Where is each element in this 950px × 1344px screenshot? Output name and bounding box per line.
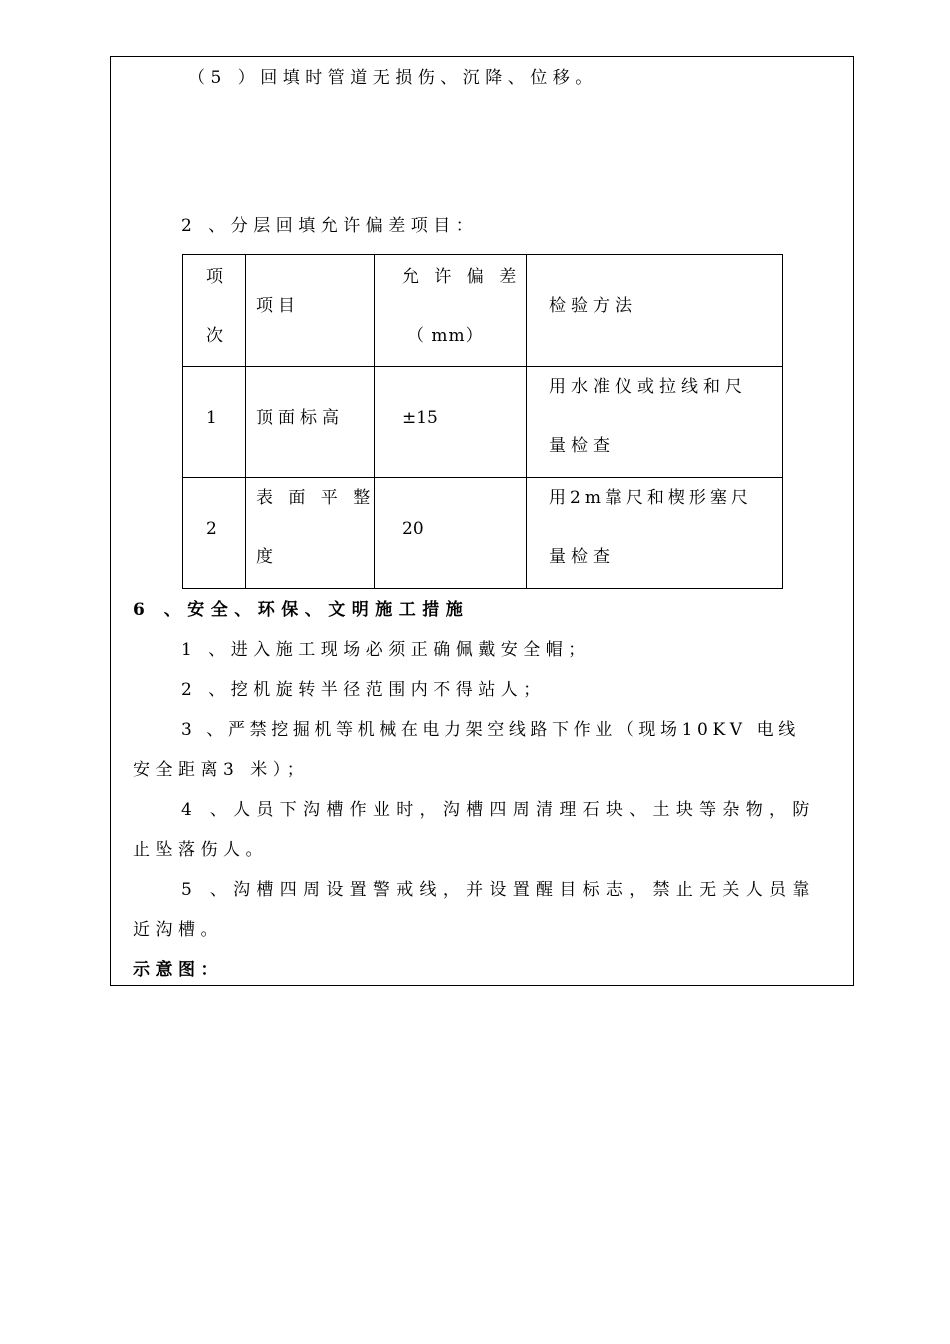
table-row bbox=[183, 367, 783, 478]
row2-item-line1: 表 面 平 整 bbox=[256, 488, 376, 508]
table-row bbox=[183, 478, 783, 589]
row1-tolerance-cell bbox=[375, 367, 527, 478]
header-index-line1: 项 bbox=[206, 267, 228, 287]
row2-item-line2: 度 bbox=[256, 547, 278, 567]
header-item-cell bbox=[246, 255, 375, 367]
diagram-label: 示意图： bbox=[133, 960, 223, 980]
table-header-row bbox=[183, 255, 783, 367]
row1-item-cell bbox=[246, 367, 375, 478]
row1-index-cell bbox=[183, 367, 246, 478]
row2-method-cell bbox=[527, 478, 783, 589]
measure-5-line2: 近沟槽。 bbox=[133, 920, 223, 940]
row2-item-cell bbox=[246, 478, 375, 589]
header-tolerance-cell bbox=[375, 255, 527, 367]
measure-4-line1: 4 、人员下沟槽作业时，沟槽四周清理石块、土块等杂物，防 bbox=[181, 800, 816, 820]
measure-1: 1 、进入施工现场必须正确佩戴安全帽； bbox=[181, 640, 591, 660]
row1-method-cell bbox=[527, 367, 783, 478]
section-6-title: 6 、安全、环保、文明施工措施 bbox=[133, 600, 470, 620]
item-5-text: （5 ）回填时管道无损伤、沉降、位移。 bbox=[188, 68, 598, 88]
row1-method-line1: 用水准仪或拉线和尺 bbox=[549, 377, 747, 397]
header-index-line2: 次 bbox=[206, 326, 228, 346]
row1-index: 1 bbox=[206, 408, 222, 428]
row2-tolerance-cell bbox=[375, 478, 527, 589]
header-method-cell bbox=[527, 255, 783, 367]
measure-3-line1: 3 、严禁挖掘机等机械在电力架空线路下作业（现场10KV 电线 bbox=[181, 720, 800, 740]
header-method: 检验方法 bbox=[549, 296, 637, 316]
deviation-table bbox=[182, 254, 783, 589]
header-index-cell bbox=[183, 255, 246, 367]
header-tolerance-line2: （ mm） bbox=[407, 326, 484, 346]
measure-4-line2: 止坠落伤人。 bbox=[133, 840, 268, 860]
measure-2: 2 、挖机旋转半径范围内不得站人； bbox=[181, 680, 546, 700]
row2-index-cell bbox=[183, 478, 246, 589]
measure-5-line1: 5 、沟槽四周设置警戒线，并设置醒目标志，禁止无关人员靠 bbox=[181, 880, 816, 900]
row1-method-line2: 量检查 bbox=[549, 436, 615, 456]
row2-index: 2 bbox=[206, 519, 222, 539]
row2-tolerance: 20 bbox=[402, 519, 424, 539]
header-item: 项目 bbox=[256, 296, 300, 316]
row2-method-line1: 用2m靠尺和楔形塞尺 bbox=[549, 488, 752, 508]
row1-tolerance: ±15 bbox=[402, 408, 438, 428]
header-tolerance-line1: 允 许 偏 差 bbox=[402, 267, 522, 287]
row1-item: 顶面标高 bbox=[256, 408, 344, 428]
row2-method-line2: 量检查 bbox=[549, 547, 615, 567]
measure-3-line2: 安全距离3 米）； bbox=[133, 760, 310, 780]
section-2-title: 2 、分层回填允许偏差项目： bbox=[181, 216, 479, 236]
